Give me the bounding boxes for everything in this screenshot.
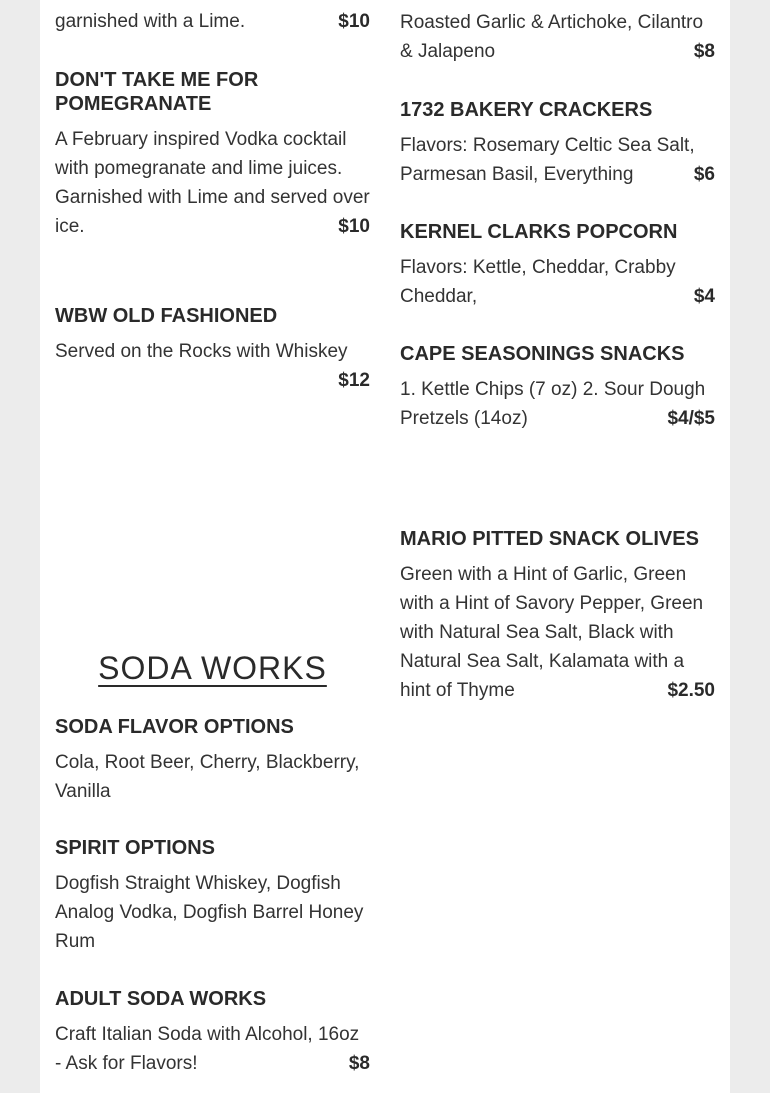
section-heading-soda-works: SODA WORKS [98,650,327,686]
menu-item-fragment-left [55,7,370,36]
item-price: $10 [338,216,370,237]
item-description: A February inspired Vodka cocktail with pomegranate and lime juices. Garnished with Lime and served over ice. [55,129,370,237]
item-title: 1732 BAKERY CRACKERS [400,99,653,121]
item-title: WBW OLD FASHIONED [55,305,278,327]
item-description: Craft Italian Soda with Alcohol, 16oz - Ask for Flavors! [55,1024,360,1074]
item-description: Flavors: Rosemary Celtic Sea Salt, Parmesan Basil, Everything [400,135,695,185]
item-price: $8 [348,1053,370,1074]
menu-item-adult-soda [55,987,370,1078]
item-price: $12 [338,370,370,391]
item-description: Served on the Rocks with Whiskey [55,341,348,362]
item-price: $2.50 [667,680,715,701]
item-title: SPIRIT OPTIONS [55,837,216,859]
item-description: 1. Kettle Chips (7 oz) 2. Sour Dough Pretzels (14oz) [400,379,706,429]
menu-item-fragment-right [400,8,715,66]
menu-item-olives [400,527,715,705]
menu-item-popcorn [400,220,715,311]
item-description: garnished with a Lime. [55,11,246,32]
item-price: $4/$5 [667,408,715,429]
item-title: KERNEL CLARKS POPCORN [400,221,678,243]
item-description: Roasted Garlic & Artichoke, Cilantro & Jalapeno [400,12,704,62]
item-price: $4 [693,286,715,307]
menu-item-pomegranate [55,68,370,241]
item-description: Cola, Root Beer, Cherry, Blackberry, Vanilla [55,752,360,802]
item-title: ADULT SODA WORKS [55,988,267,1010]
menu-item-crackers [400,98,715,189]
menu-item-soda-flavors [55,715,370,806]
item-title: SODA FLAVOR OPTIONS [55,716,294,738]
menu-item-old-fashioned [55,304,370,395]
item-description: Green with a Hint of Garlic, Green with a Hint of Savory Pepper, Green with Natural Sea Salt, Black with Natural Sea Salt, Kalamata with a hint of Thyme [400,564,704,701]
item-title: MARIO PITTED SNACK OLIVES [400,528,699,550]
menu-item-spirit-options [55,836,370,956]
item-price: $10 [338,11,370,32]
item-description: Dogfish Straight Whiskey, Dogfish Analog Vodka, Dogfish Barrel Honey Rum [55,873,364,952]
item-title: CAPE SEASONINGS SNACKS [400,343,685,365]
menu-item-cape-snacks [400,342,715,433]
item-title: DON'T TAKE ME FOR POMEGRANATE [55,69,259,115]
item-description: Flavors: Kettle, Cheddar, Crabby Cheddar, [400,257,676,307]
item-price: $8 [693,41,715,62]
item-price: $6 [693,164,715,185]
